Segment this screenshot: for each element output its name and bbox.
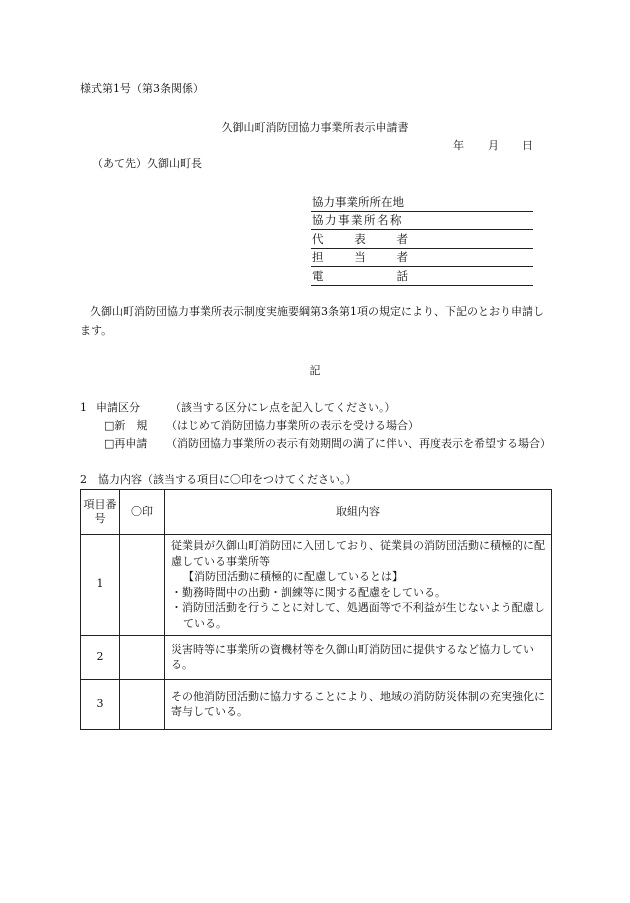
row-content-line: ・消防団活動を行うことに対して、処遇面等で不利益が生じないよう配慮している。 (171, 601, 545, 631)
section2-heading: 2 協力内容（該当する項目に〇印をつけてください。） (80, 473, 357, 486)
header-content: 取組内容 (165, 490, 552, 535)
row-number: 3 (81, 679, 120, 729)
contact-person-field[interactable] (311, 249, 533, 268)
section1-heading (80, 401, 550, 416)
option-reapply (104, 437, 551, 452)
row-number: 2 (81, 635, 120, 679)
row-content (165, 679, 552, 729)
row-content-line: 従業員が久御山町消防団に入団しており、従業員の消防団活動に積極的に配慮している事業所等 (171, 539, 545, 568)
recipient: （あて先）久御山町長 (92, 157, 202, 170)
option-new-desc: （はじめて消防団協力事業所の表示を受ける場合） (166, 419, 419, 432)
address-label: 協力事業所所在地 (312, 194, 404, 209)
document-title: 久御山町消防団協力事業所表示申請書 (221, 121, 409, 134)
row-content (165, 635, 552, 679)
section1-number: 1 (80, 401, 87, 414)
row-content-line: 【消防団活動に積極的に配慮しているとは】 (183, 570, 403, 584)
phone-field[interactable] (311, 267, 533, 286)
date-month: 月 (488, 139, 499, 152)
section1-note: （該当する区分にレ点を記入してください。） (170, 401, 396, 414)
intro-paragraph: 久御山町消防団協力事業所表示制度実施要綱第3条第1項の規定により、下記のとおり申請します。 (80, 305, 544, 337)
checkbox-new[interactable]: □ (104, 419, 115, 432)
row-content-line: その他消防団活動に協力することにより、地域の消防防災体制の充実強化に寄与している。 (171, 689, 545, 719)
contact-person-label: 担 当 者 (312, 250, 408, 265)
cooperation-table (80, 489, 552, 730)
mark-cell[interactable] (120, 635, 165, 679)
business-name-field[interactable] (311, 212, 533, 231)
row-content (165, 535, 552, 636)
option-reapply-label: 再申請 (114, 437, 148, 450)
table-row (81, 679, 552, 729)
checkbox-reapply[interactable]: □ (104, 437, 115, 450)
phone-label: 電 話 (312, 268, 408, 283)
ki-heading: 記 (309, 364, 321, 377)
representative-label: 代 表 者 (312, 231, 408, 246)
table-row (81, 635, 552, 679)
option-new-label: 新 規 (114, 419, 148, 432)
date-year: 年 (453, 139, 464, 152)
row-content-line: ・勤務時間中の出動・訓練等に関する配慮をしている。 (171, 585, 446, 599)
option-reapply-desc: （消防団協力事業所の表示有効期間の満了に伴い、再度表示を希望する場合） (166, 437, 551, 450)
row-number: 1 (81, 535, 120, 636)
table-row (81, 535, 552, 636)
mark-cell[interactable] (120, 679, 165, 729)
section1-label: 申請区分 (96, 401, 140, 414)
header-item-number: 項目番号 (81, 490, 120, 535)
table-header-row (81, 490, 552, 535)
mark-cell[interactable] (120, 535, 165, 636)
form-number: 様式第1号（第3条関係） (80, 82, 204, 95)
option-new (104, 419, 419, 434)
date-day: 日 (522, 139, 533, 152)
address-field[interactable] (311, 193, 533, 212)
business-name-label: 協力事業所名称 (312, 213, 403, 228)
row-content-line: 災害時等に事業所の資機材等を久御山町消防団に提供するなど協力している。 (171, 642, 534, 672)
representative-field[interactable] (311, 230, 533, 249)
applicant-block (311, 193, 533, 286)
header-mark: 〇印 (120, 490, 165, 535)
